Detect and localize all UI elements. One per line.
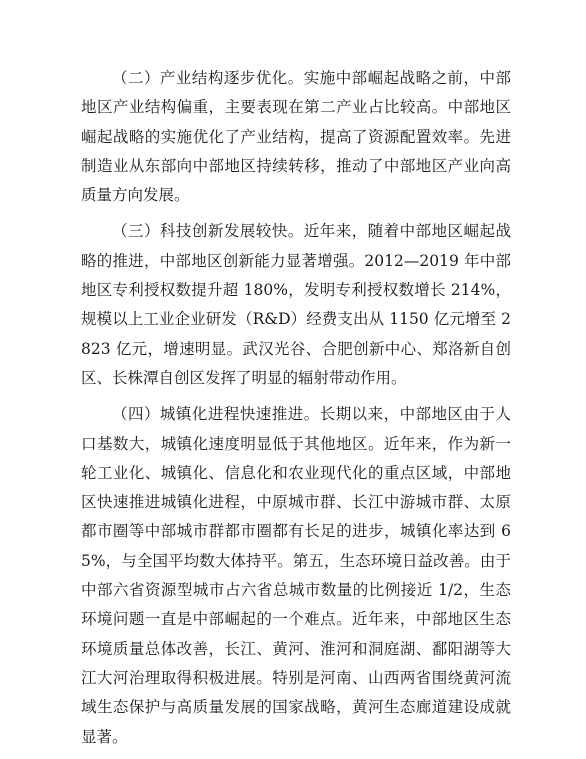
paragraph-industrial-structure: （二）产业结构逐步优化。实施中部崛起战略之前，中部地区产业结构偏重，主要表现在第二产业占比较高。中部地区崛起战略的实施优化了产业结构，提高了资源配置效率。先进制造业从东部向中部地区持续转移，推动了中部地区产业向高质量方向发展。 <box>81 69 511 205</box>
document-body <box>81 64 511 759</box>
paragraph-urbanization: （四）城镇化进程快速推进。长期以来，中部地区由于人口基数大，城镇化速度明显低于其他地区。近年来，作为新一轮工业化、城镇化、信息化和农业现代化的重点区域，中部地区快速推进城镇化进程，中原城市群、长江中游城市群、太原都市圈等中部城市群都市圈都有长足的进步，城镇化率达到 65%，与全国平均数大体持平。第五，生态环境日益改善。由于中部六省资源型城市占六省总城市数量的比例接近 1/2，生态环境问题一直是中部崛起的一个难点。近年来，中部地区生态环境质量总体改善，长江、黄河、淮河和洞庭湖、鄱阳湖等大江大河治理取得积极进展。特别是河南、山西两省围绕黄河流域生态保护与高质量发展的国家战略，黄河生态廊道建设成就显著。 <box>81 405 511 746</box>
paragraph-tech-innovation: （三）科技创新发展较快。近年来，随着中部地区崛起战略的推进，中部地区创新能力显著增强。2012—2019 年中部地区专利授权数提升超 180%，发明专利授权数增长 214%，规模以上工业企业研发（R&D）经费支出从 1150 亿元增至 2823 亿元，增速明显。武汉光谷、合肥创新中心、郑洛新自创区、长株潭自创区发挥了明显的辐射带动作用。 <box>81 222 511 387</box>
